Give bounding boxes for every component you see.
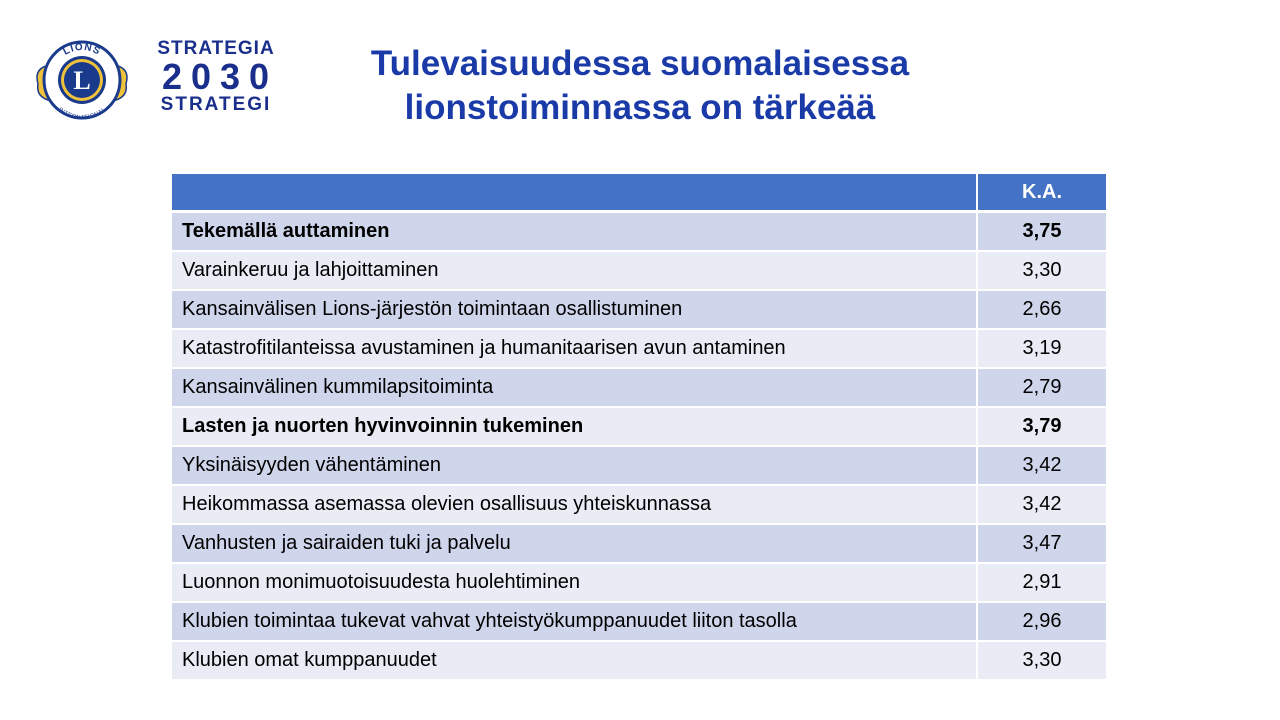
strategy-line-3: STRATEGI [160, 94, 272, 115]
page-title [300, 42, 980, 130]
title-line-2: lionstoiminnassa on tärkeää [404, 88, 876, 127]
row-label: Katastrofitilanteissa avustaminen ja humanitaarisen avun antaminen [172, 329, 977, 368]
row-label: Vanhusten ja sairaiden tuki ja palvelu [172, 524, 977, 563]
table-row [172, 524, 1107, 563]
row-label: Kansainvälisen Lions-järjestön toimintaan osallistuminen [172, 290, 977, 329]
row-value: 3,75 [977, 212, 1107, 252]
table-body [172, 212, 1107, 681]
table-row [172, 446, 1107, 485]
row-label: Heikommassa asemassa olevien osallisuus yhteiskunnassa [172, 485, 977, 524]
logo-center-letter: L [73, 66, 91, 95]
table-header-row [172, 174, 1107, 212]
row-label: Klubien omat kumppanuudet [172, 641, 977, 680]
row-label: Lasten ja nuorten hyvinvoinnin tukeminen [172, 407, 977, 446]
strategy-year: 2030 [161, 56, 279, 97]
header-label-cell [172, 174, 977, 212]
header-value-cell: K.A. [977, 174, 1107, 212]
logo-bottom-text: INTERNATIONAL [56, 106, 108, 122]
table-row [172, 407, 1107, 446]
row-value: 3,30 [977, 641, 1107, 680]
table-row [172, 485, 1107, 524]
logo-top-text: LIONS [61, 41, 103, 58]
table-row [172, 641, 1107, 680]
title-line-1: Tulevaisuudessa suomalaisessa [370, 44, 910, 83]
table-row [172, 563, 1107, 602]
table-row [172, 329, 1107, 368]
row-label: Varainkeruu ja lahjoittaminen [172, 251, 977, 290]
row-value: 3,30 [977, 251, 1107, 290]
row-value: 2,66 [977, 290, 1107, 329]
lions-logo [34, 36, 130, 124]
strategy-2030-logo [146, 38, 286, 116]
row-label: Kansainvälinen kummilapsitoiminta [172, 368, 977, 407]
table-row [172, 602, 1107, 641]
row-label: Luonnon monimuotoisuudesta huolehtiminen [172, 563, 977, 602]
row-value: 3,42 [977, 446, 1107, 485]
row-value: 2,79 [977, 368, 1107, 407]
table-row [172, 251, 1107, 290]
table-row [172, 212, 1107, 252]
importance-table [172, 174, 1108, 681]
row-value: 3,47 [977, 524, 1107, 563]
row-label: Klubien toimintaa tukevat vahvat yhteistyökumppanuudet liiton tasolla [172, 602, 977, 641]
table-row [172, 290, 1107, 329]
row-value: 3,42 [977, 485, 1107, 524]
row-value: 2,91 [977, 563, 1107, 602]
row-value: 2,96 [977, 602, 1107, 641]
row-value: 3,79 [977, 407, 1107, 446]
row-label: Tekemällä auttaminen [172, 212, 977, 252]
row-value: 3,19 [977, 329, 1107, 368]
strategy-line-1: STRATEGIA [157, 38, 275, 59]
table-row [172, 368, 1107, 407]
row-label: Yksinäisyyden vähentäminen [172, 446, 977, 485]
